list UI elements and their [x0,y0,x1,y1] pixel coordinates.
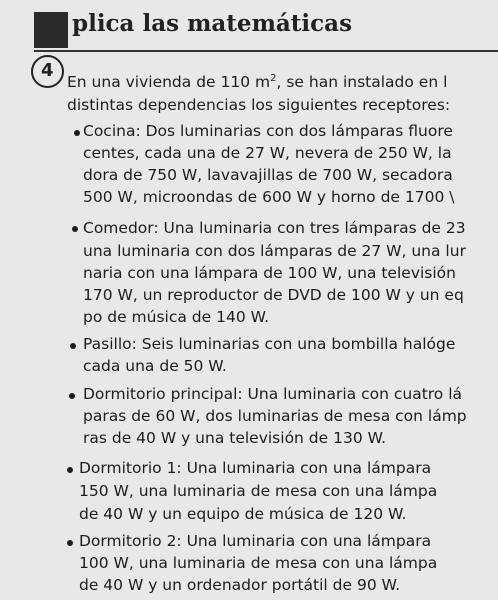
header-divider [34,50,498,52]
item-line: Pasillo: Seis luminarias con una bombilla halóge [83,335,456,353]
item-line: de 40 W y un ordenador portátil de 90 W. [79,576,401,594]
item-line: 170 W, un reproductor de DVD de 100 W y un eq [83,286,464,304]
item-line: Dormitorio 1: Una luminaria con una lámpara [79,459,432,477]
item-line: 500 W, microondas de 600 W y horno de 1700 \ [83,188,455,206]
item-line: Cocina: Dos luminarias con dos lámparas fluore [83,122,453,140]
item-line: una luminaria con dos lámparas de 27 W, una lur [83,242,466,260]
item-line: Comedor: Una luminaria con tres lámparas de 23 [83,219,466,237]
squared-superscript: 2 [270,72,277,84]
intro-line-1 [67,72,447,92]
item-line: Dormitorio principal: Una luminaria con cuatro lá [83,385,463,403]
section-title: plica las matemáticas [72,10,353,37]
bullet-icon [70,343,76,349]
item-line: centes, cada una de 27 W, nevera de 250 W, la [83,144,452,162]
bullet-icon [69,393,75,399]
bullet-icon [72,226,78,232]
intro-line-1-tail: , se han instalado en l [276,73,448,91]
bullet-icon [67,540,73,546]
item-line: ras de 40 W y una televisión de 130 W. [83,429,387,447]
bullet-icon [74,130,80,136]
item-line: cada una de 50 W. [83,357,227,375]
header-logo-block [34,12,68,48]
bullet-icon [67,467,73,473]
item-line: 150 W, una luminaria de mesa con una lámpa [79,482,438,500]
item-line: paras de 60 W, dos luminarias de mesa con lámp [83,407,467,425]
item-line: de 40 W y un equipo de música de 120 W. [79,505,407,523]
item-line: 100 W, una luminaria de mesa con una lámpa [79,554,438,572]
item-line: Dormitorio 2: Una luminaria con una lámpara [79,532,432,550]
item-line: naria con una lámpara de 100 W, una televisión [83,264,456,282]
item-line: dora de 750 W, lavavajillas de 700 W, secadora [83,166,453,184]
exercise-number: 4 [41,60,54,81]
intro-line-2: distintas dependencias los siguientes receptores: [67,96,451,114]
item-line: po de música de 140 W. [83,308,270,326]
intro-line-1-text: En una vivienda de 110 m [67,73,271,91]
